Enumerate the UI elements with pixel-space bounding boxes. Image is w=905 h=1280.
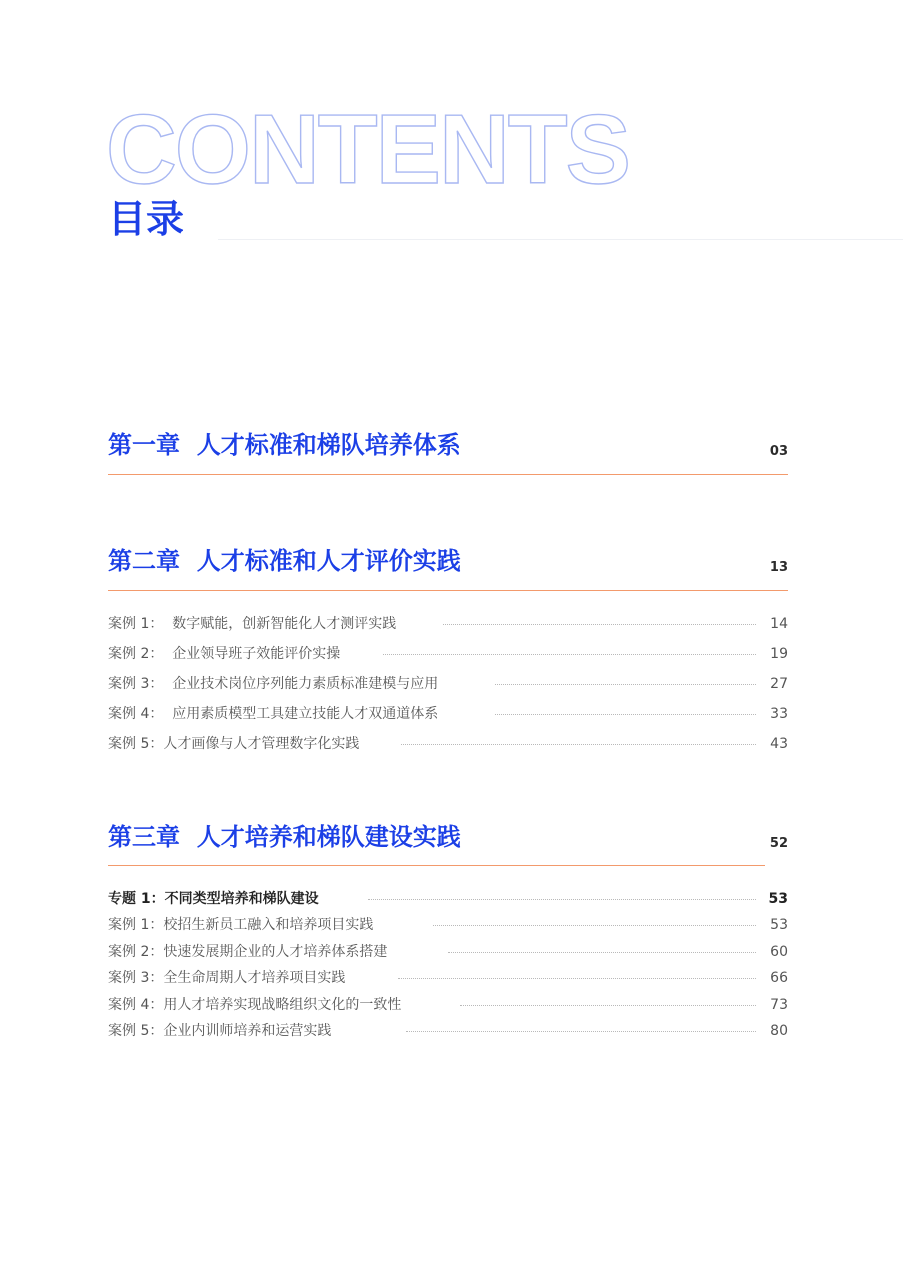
entry-label: 案例 5：企业内训师培养和运营实践 — [108, 1020, 331, 1042]
leader-dots — [401, 744, 756, 745]
leader-dots — [383, 654, 756, 655]
entry-label: 案例 4：用人才培养实现战略组织文化的一致性 — [108, 994, 401, 1016]
entry-page: 53 — [770, 917, 788, 933]
leader-dots — [495, 684, 756, 685]
entry-page: 33 — [770, 706, 788, 722]
page-title: 目录 — [108, 197, 185, 241]
entry-page: 14 — [770, 616, 788, 632]
toc-entry[interactable] — [108, 643, 788, 665]
entry-label: 案例 5：人才画像与人才管理数字化实践 — [108, 733, 359, 755]
toc-entry[interactable] — [108, 994, 788, 1016]
entry-label: 案例 4： 应用素质模型工具建立技能人才双通道体系 — [108, 703, 438, 725]
chapter-2-page: 13 — [769, 560, 788, 575]
entry-label: 案例 1：校招生新员工融入和培养项目实践 — [108, 914, 373, 936]
entry-page: 19 — [770, 646, 788, 662]
toc-topic-entry[interactable] — [108, 888, 788, 910]
entry-page: 43 — [770, 736, 788, 752]
leader-dots — [398, 978, 756, 979]
chapter-1-title: 第一章 人才标准和梯队培养体系 — [108, 431, 461, 459]
chapter-2-divider — [108, 590, 788, 591]
entry-label: 案例 2： 企业领导班子效能评价实操 — [108, 643, 340, 665]
toc-entry[interactable] — [108, 703, 788, 725]
toc-entry[interactable] — [108, 967, 788, 989]
chapter-2-heading[interactable] — [108, 546, 788, 586]
chapter-3-divider — [108, 865, 765, 866]
leader-dots — [433, 925, 756, 926]
chapter-1-divider — [108, 474, 788, 475]
entry-label: 案例 1： 数字赋能，创新智能化人才测评实践 — [108, 613, 396, 635]
entry-page: 27 — [770, 676, 788, 692]
entry-page: 66 — [770, 970, 788, 986]
toc-entry[interactable] — [108, 914, 788, 936]
chapter-2-title: 第二章 人才标准和人才评价实践 — [108, 547, 461, 575]
leader-dots — [448, 952, 756, 953]
leader-dots — [368, 899, 756, 900]
title-divider — [218, 239, 903, 240]
chapter-1-page: 03 — [769, 444, 788, 459]
entry-label: 专题 1：不同类型培养和梯队建设 — [108, 888, 319, 910]
leader-dots — [460, 1005, 756, 1006]
chapter-1-heading[interactable] — [108, 430, 788, 470]
leader-dots — [406, 1031, 756, 1032]
chapter-3-page: 52 — [769, 836, 788, 851]
contents-heading: CONTENTS — [106, 94, 629, 204]
toc-entry[interactable] — [108, 733, 788, 755]
chapter-3-heading[interactable] — [108, 822, 788, 862]
entry-page: 53 — [768, 891, 788, 907]
entry-page: 73 — [770, 997, 788, 1013]
entry-label: 案例 3：全生命周期人才培养项目实践 — [108, 967, 345, 989]
toc-entry[interactable] — [108, 673, 788, 695]
entry-label: 案例 3： 企业技术岗位序列能力素质标准建模与应用 — [108, 673, 438, 695]
toc-entry[interactable] — [108, 1020, 788, 1042]
toc-entry[interactable] — [108, 941, 788, 963]
entry-page: 80 — [770, 1023, 788, 1039]
leader-dots — [443, 624, 756, 625]
entry-label: 案例 2：快速发展期企业的人才培养体系搭建 — [108, 941, 387, 963]
leader-dots — [495, 714, 756, 715]
chapter-3-title: 第三章 人才培养和梯队建设实践 — [108, 823, 461, 851]
toc-entry[interactable] — [108, 613, 788, 635]
entry-page: 60 — [770, 944, 788, 960]
